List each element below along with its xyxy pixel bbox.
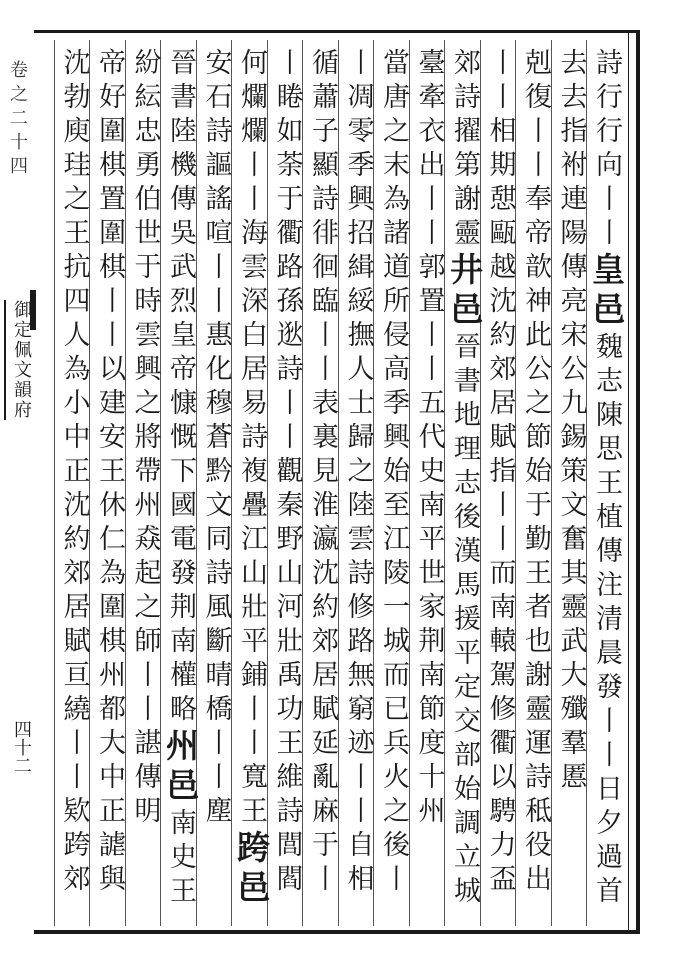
column-text: 沈勃庾珪之王抗四人為小中正沈約郊居賦亘繞丨丨欵跨郊 <box>58 48 90 898</box>
column-text: 剋復丨丨奉帝歆神此公之節始于勤王者也謝靈運詩秪役出 <box>520 48 551 898</box>
text-column <box>161 48 200 910</box>
text-column <box>555 48 587 796</box>
entry-heading: 皇邑 <box>587 252 626 332</box>
margin-book-title: 御定佩文韻府 <box>4 300 34 420</box>
column-text: 丨凋零季興招緝綏撫人士歸之陸雲詩修路無窮迹丨丨自相 <box>342 48 374 898</box>
text-column <box>519 48 551 898</box>
column-rule <box>54 40 55 926</box>
text-column <box>342 48 374 898</box>
column-text-continued: 南史王 <box>165 808 196 910</box>
column-text-continued: 諶傳明 <box>129 728 161 830</box>
entry-heading: 井邑 <box>445 252 484 332</box>
page-border-right-inner <box>628 30 629 934</box>
column-text: 循蕭子顯詩徘徊臨丨丨表裏見淮瀛沈約郊居賦延亂麻于丨 <box>307 48 338 898</box>
text-column <box>129 48 161 830</box>
page-border-top <box>34 30 640 33</box>
column-text: 詩行行向丨丨 <box>591 48 622 252</box>
text-column <box>484 48 516 898</box>
page-border-right <box>636 30 640 934</box>
margin-page-number: 四十二 <box>11 720 32 774</box>
text-column <box>306 48 338 898</box>
column-text: 紛紜忠勇伯世于時雲興之將帶州猋起之師丨丨 <box>129 48 161 728</box>
entry-heading: 州邑 <box>161 728 200 808</box>
column-text: 何爛爛丨丨海雲深白居易詩複疊江山壯平鋪丨丨寬王 <box>236 48 267 830</box>
text-column <box>445 48 484 910</box>
column-text: 丨丨相期憇甌越沈約郊居賦指丨丨而南轅駕修衢以騁力盃 <box>484 48 516 898</box>
text-column <box>93 48 125 898</box>
column-text: 郊詩擢第謝靈 <box>449 48 480 252</box>
margin-volume: 卷之二十四 <box>7 60 28 180</box>
column-text: 丨睠如荼于衢路孫逖詩丨丨觀秦野山河壯禹功王維詩閭閻 <box>271 48 303 898</box>
text-column <box>271 48 303 898</box>
column-text: 安石詩謳謠喧丨丨惠化穆蒼黔文同詩風斷晴橋丨丨塵 <box>200 48 232 830</box>
text-column <box>587 48 626 910</box>
text-column <box>232 48 271 910</box>
column-text: 晉書陸機傳吳武烈皇帝慷慨下國電發荆南權略 <box>165 48 196 728</box>
text-column <box>200 48 232 830</box>
column-text: 帝好圍棋置圍棋丨丨以建安王休仁為圍棋州都大中正謔與 <box>94 48 125 898</box>
column-text: 臺牽衣出丨丨 <box>413 48 445 252</box>
column-text: 當唐之末為諸道所侵高季興始至江陵一城而已兵火之後丨 <box>378 48 409 898</box>
page-border-bottom <box>34 930 640 934</box>
text-column <box>58 48 90 898</box>
entry-heading: 跨邑 <box>232 830 271 910</box>
column-text-continued: 晉書地理志後漢馬援平定交部始調立城 <box>449 332 480 910</box>
column-text-continued: 魏志陳思王植傳注清晨發丨丨日夕過首 <box>591 332 622 910</box>
text-column <box>413 48 445 830</box>
column-text-continued: 陽傳亮宋公九錫策文奮其靈武大殲羣慝 <box>555 218 587 796</box>
text-column <box>377 48 409 898</box>
column-text-continued: 郭置丨丨五代史南平世家荆南節度十州 <box>413 252 445 830</box>
column-text: 去去指袝連 <box>555 48 587 218</box>
